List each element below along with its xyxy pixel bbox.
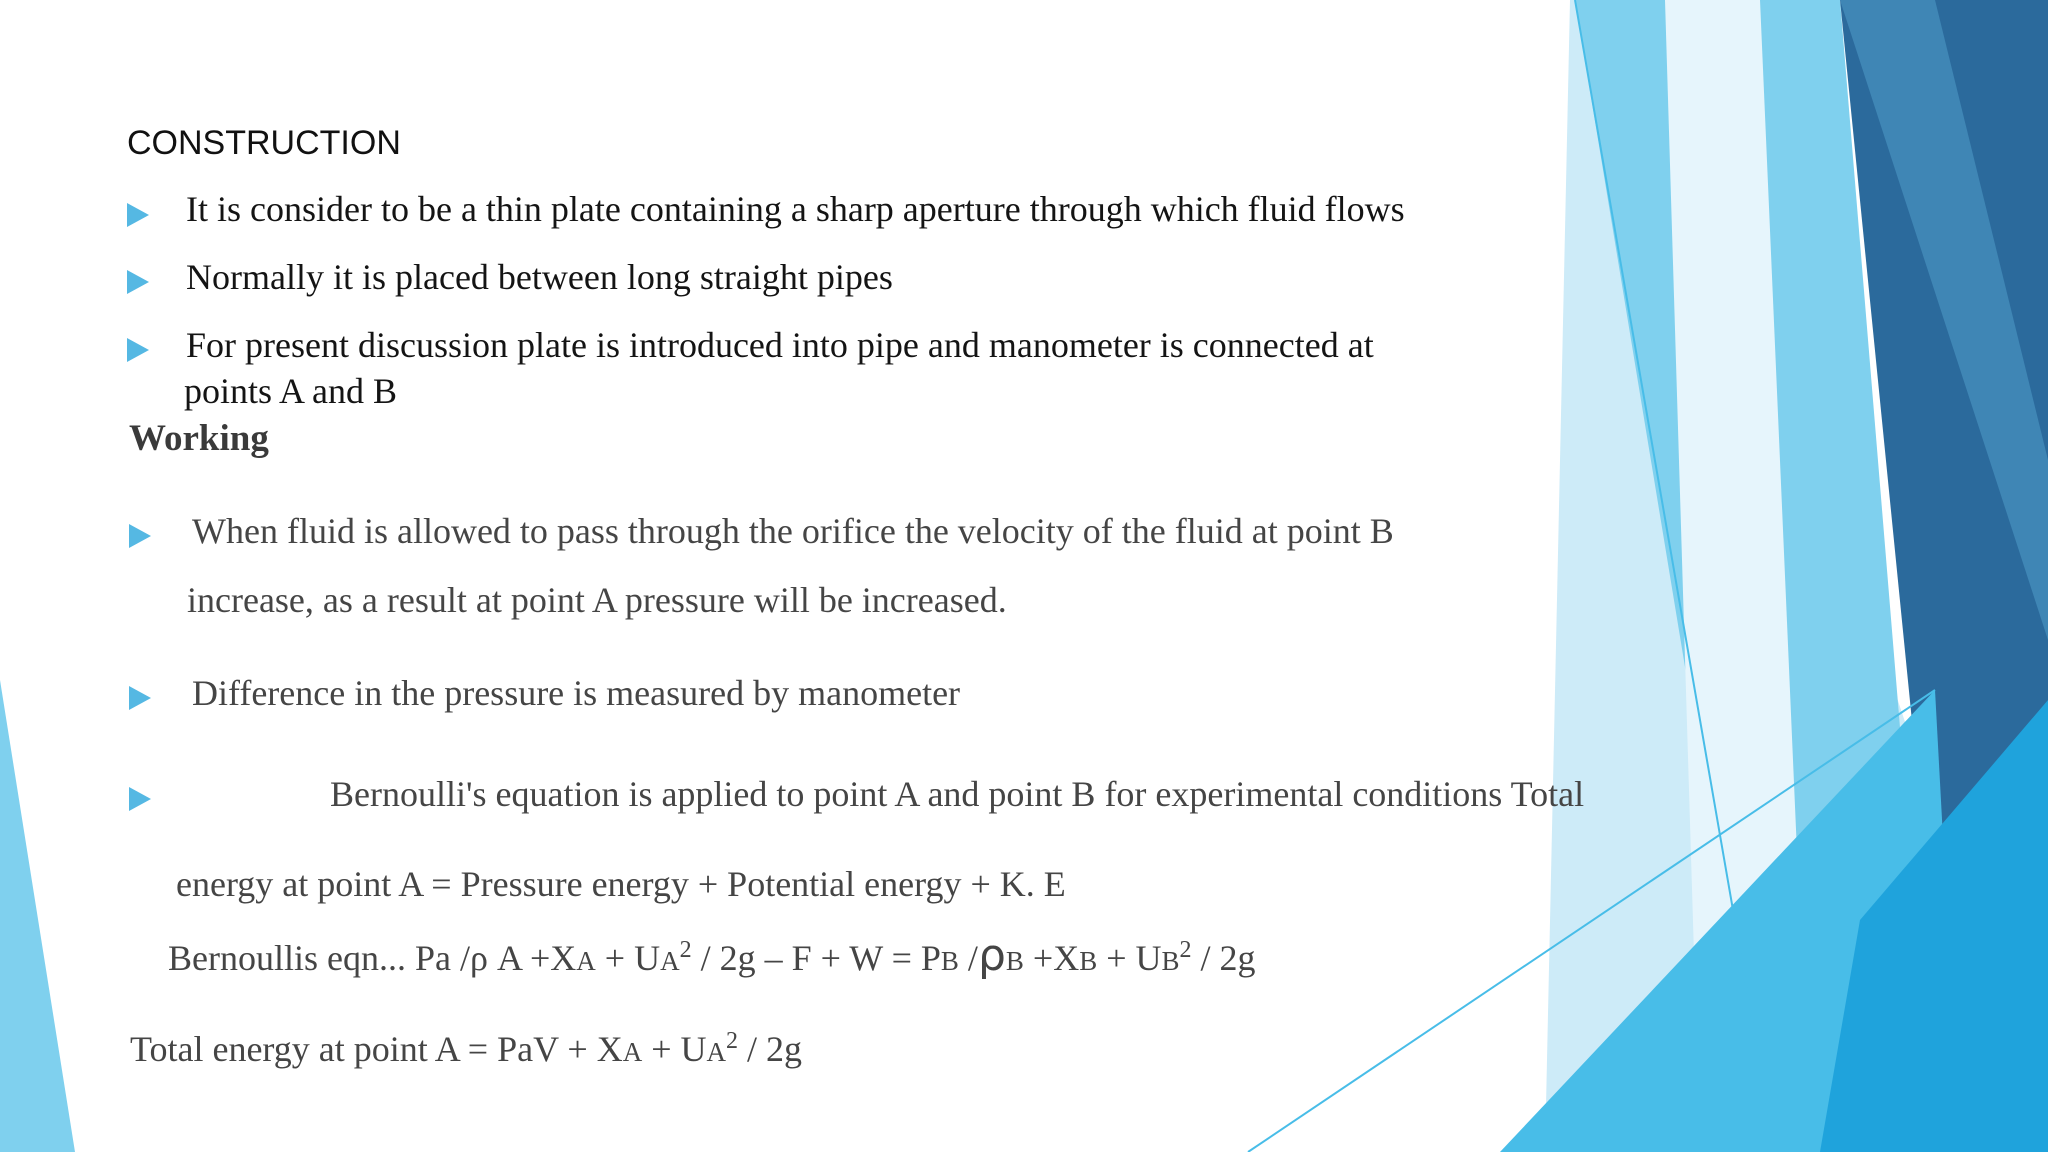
construction-bullet-2: Normally it is placed between long straight pipes: [186, 257, 893, 297]
total-squared: 2: [726, 1027, 739, 1054]
bullet-arrow-icon: [129, 524, 151, 548]
total-sub-a1: A: [622, 1037, 643, 1067]
eq-sub-b3: B: [1079, 946, 1098, 976]
bullet-arrow-icon: [127, 203, 149, 227]
working-bullet-3: Bernoulli's equation is applied to point A and point B for experimental conditions Total: [330, 774, 1585, 814]
eq-slash: /: [958, 938, 978, 978]
construction-bullet-3: For present discussion plate is introduced into pipe and manometer is connected at: [186, 325, 1374, 365]
eq-squared-1: 2: [679, 936, 692, 963]
construction-bullet-1: It is consider to be a thin plate containing a sharp aperture through which fluid flows: [186, 189, 1405, 229]
working-bullet-1-line-2: increase, as a result at point A pressure will be increased.: [187, 580, 1007, 620]
eq-sub-b4: B: [1161, 946, 1180, 976]
total-plus-u: + U: [642, 1029, 707, 1069]
eq-rho: ρ: [977, 930, 1006, 981]
eq-prefix: Bernoullis eqn... Pa /ρ A +X: [168, 938, 577, 978]
eq-middle: / 2g – F + W = P: [691, 938, 941, 978]
bullet-arrow-icon: [129, 787, 151, 811]
left-light-blue-sliver: [0, 680, 75, 1152]
eq-plus-x: +X: [1023, 938, 1080, 978]
total-sub-a2: A: [706, 1037, 727, 1067]
total-tail: / 2g: [738, 1029, 803, 1069]
eq-tail: / 2g: [1191, 938, 1256, 978]
construction-heading: CONSTRUCTION: [127, 124, 401, 162]
working-heading: Working: [129, 418, 269, 459]
eq-plus-u2: + U: [1097, 938, 1162, 978]
eq-sub-a2: A: [660, 946, 680, 976]
bullet-arrow-icon: [127, 338, 149, 362]
energy-definition-line: energy at point A = Pressure energy + Potential energy + K. E: [176, 864, 1066, 904]
eq-squared-2: 2: [1179, 936, 1192, 963]
eq-plus-u1: + U: [595, 938, 661, 978]
construction-bullet-3-continued: points A and B: [184, 371, 398, 411]
bernoulli-equation: [168, 930, 1256, 981]
working-bullet-2: Difference in the pressure is measured by manometer: [192, 673, 961, 713]
total-energy-equation: [130, 1028, 802, 1070]
eq-sub-b2: B: [1005, 946, 1024, 976]
eq-sub-a1: A: [576, 946, 596, 976]
working-bullet-1-line-1: When fluid is allowed to pass through the orifice the velocity of the fluid at point B: [192, 511, 1394, 551]
eq-sub-b1: B: [940, 946, 959, 976]
bullet-arrow-icon: [127, 270, 149, 294]
total-prefix: Total energy at point A = PaV + X: [130, 1029, 623, 1069]
bullet-arrow-icon: [129, 686, 151, 710]
